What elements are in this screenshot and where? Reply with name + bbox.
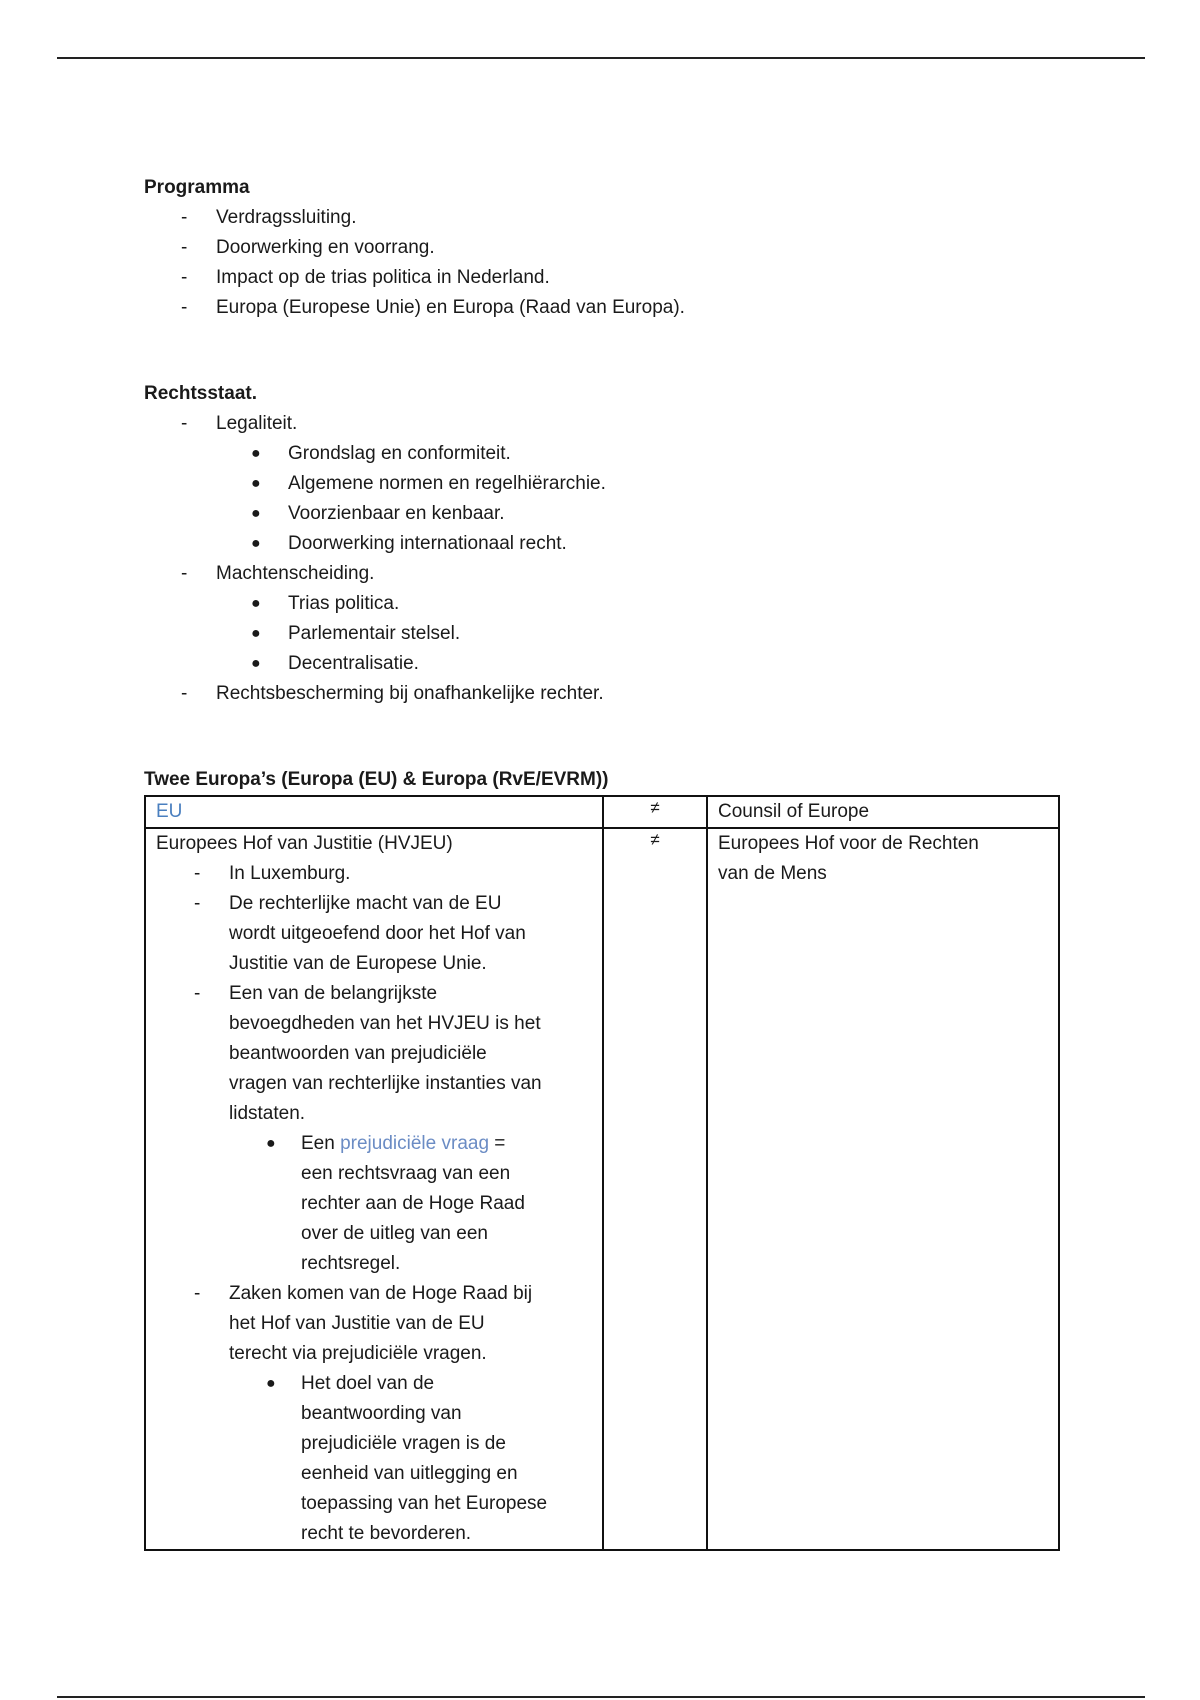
list-item [144, 559, 375, 589]
dash-marker: - [194, 983, 201, 1004]
sub-list-item [144, 619, 461, 649]
footer-rule [57, 1696, 1145, 1698]
list-item-text: een rechtsvraag van een [301, 1163, 511, 1184]
header-eu: EU [156, 801, 183, 822]
bullet-marker: ● [251, 655, 261, 672]
list-item-continuation [156, 1249, 594, 1279]
sub-list-item [144, 649, 419, 679]
rechtsstaat-section [144, 379, 606, 709]
suffix-text: = [489, 1133, 506, 1154]
sub-list-item [156, 1429, 594, 1459]
sub-list-item [156, 1399, 594, 1429]
list-item-text: Het doel van de [301, 1373, 435, 1394]
list-item [156, 1039, 594, 1069]
list-item-text: rechter aan de Hoge Raad [301, 1193, 525, 1214]
bullet-marker: ● [251, 625, 261, 642]
sub-list-item [144, 499, 505, 529]
cell-title [156, 829, 594, 859]
list-item-text: Doorwerking en voorrang. [216, 237, 435, 258]
sub-list-item [156, 1459, 594, 1489]
sub-list-item [144, 529, 567, 559]
list-item [156, 1309, 594, 1339]
list-item-text: eenheid van uitlegging en [301, 1463, 518, 1484]
list-item-text: Europees Hof van Justitie (HVJEU) [156, 833, 453, 854]
list-item-text: Impact op de trias politica in Nederland. [216, 267, 550, 288]
list-item-text: Legaliteit. [216, 413, 298, 434]
list-item-text: over de uitleg van een [301, 1223, 488, 1244]
dash-marker: - [181, 683, 188, 704]
list-item-text: In Luxemburg. [229, 863, 351, 884]
echr-cell [708, 829, 1058, 889]
bullet-marker: ● [251, 475, 261, 492]
list-item-text: Grondslag en conformiteit. [288, 443, 511, 464]
dash-marker: - [194, 863, 201, 884]
list-item-text: Verdragssluiting. [216, 207, 357, 228]
table-header-row [145, 796, 1059, 828]
list-item [144, 263, 550, 293]
list-item-text: recht te bevorderen. [301, 1523, 472, 1544]
list-item-text: Een van de belangrijkste [229, 983, 438, 1004]
bullet-marker: ● [266, 1135, 276, 1152]
list-item-text: lidstaten. [229, 1103, 306, 1124]
list-item-text: toepassing van het Europese [301, 1493, 548, 1514]
not-equal-sign: ≠ [650, 830, 660, 849]
list-item [156, 949, 594, 979]
list-item [144, 293, 685, 323]
list-item [156, 859, 594, 889]
list-item [144, 203, 357, 233]
bullet-marker: ● [251, 445, 261, 462]
list-item-text: Trias politica. [288, 593, 400, 614]
list-item-text: Machtenscheiding. [216, 563, 375, 584]
dash-marker: - [181, 297, 188, 318]
sub-list-item [156, 1369, 594, 1399]
programma-section [144, 173, 685, 323]
dash-marker: - [181, 267, 188, 288]
dash-marker: - [181, 563, 188, 584]
list-item-text: De rechterlijke macht van de EU [229, 893, 502, 914]
comparison-table [144, 795, 1060, 1551]
list-item-text: bevoegdheden van het HVJEU is het [229, 1013, 541, 1034]
table-body-row [145, 828, 1059, 1550]
sub-list-item [144, 469, 606, 499]
dash-marker: - [181, 413, 188, 434]
list-item-text: Doorwerking internationaal recht. [288, 533, 567, 554]
dash-marker: - [194, 1283, 201, 1304]
list-item [156, 1069, 594, 1099]
list-item-text: Parlementair stelsel. [288, 623, 461, 644]
header-rule [57, 57, 1145, 59]
list-item-text: beantwoording van [301, 1403, 462, 1424]
list-item [156, 889, 594, 919]
sub-list-item [144, 439, 511, 469]
list-item [156, 1339, 594, 1369]
table-title: Twee Europa’s (Europa (EU) & Europa (RvE/EVRM)) [144, 769, 609, 790]
bullet-marker: ● [251, 595, 261, 612]
eu-cell [146, 829, 602, 1549]
programma-heading: Programma [144, 177, 250, 198]
list-item-text: Decentralisatie. [288, 653, 419, 674]
bullet-marker: ● [251, 535, 261, 552]
sub-list-item [144, 589, 400, 619]
rechtsstaat-heading: Rechtsstaat. [144, 383, 257, 404]
list-item-continuation [156, 1189, 594, 1219]
list-item-text: Algemene normen en regelhiërarchie. [288, 473, 606, 494]
list-item-text: Rechtsbescherming bij onafhankelijke rechter. [216, 683, 604, 704]
not-equal-sign: ≠ [650, 798, 660, 817]
list-item-text: terecht via prejudiciële vragen. [229, 1343, 487, 1364]
list-item-text: Voorzienbaar en kenbaar. [288, 503, 505, 524]
bullet-marker: ● [251, 505, 261, 522]
list-item [156, 919, 594, 949]
bullet-marker: ● [266, 1375, 276, 1392]
list-item-text: rechtsregel. [301, 1253, 401, 1274]
prefix-text: Een [301, 1133, 341, 1154]
list-item-continuation [156, 1159, 594, 1189]
header-council-of-europe: Counsil of Europe [718, 801, 870, 822]
list-item-text: Europees Hof voor de Rechten [718, 833, 979, 854]
list-item [156, 1279, 594, 1309]
list-item [144, 409, 298, 439]
cell-text [718, 859, 1050, 889]
list-item-text: van de Mens [718, 863, 827, 884]
dash-marker: - [194, 893, 201, 914]
list-item-text [301, 1129, 505, 1159]
list-item [144, 679, 604, 709]
dash-marker: - [181, 237, 188, 258]
list-item-text: wordt uitgeoefend door het Hof van [229, 923, 526, 944]
dash-marker: - [181, 207, 188, 228]
list-item [156, 1099, 594, 1129]
list-item-continuation [156, 1219, 594, 1249]
list-item-text: Zaken komen van de Hoge Raad bij [229, 1283, 533, 1304]
list-item [144, 233, 435, 263]
list-item [156, 1009, 594, 1039]
list-item-text: Justitie van de Europese Unie. [229, 953, 487, 974]
list-item-text: Europa (Europese Unie) en Europa (Raad van Europa). [216, 297, 685, 318]
cell-text [718, 829, 1050, 859]
list-item-text: prejudiciële vragen is de [301, 1433, 506, 1454]
list-item-text: beantwoorden van prejudiciële [229, 1043, 487, 1064]
list-item [156, 979, 594, 1009]
list-item-text: het Hof van Justitie van de EU [229, 1313, 485, 1334]
sub-list-item [156, 1129, 594, 1159]
sub-list-item [156, 1489, 594, 1519]
list-item-text: vragen van rechterlijke instanties van [229, 1073, 542, 1094]
term-prejudiciele-vraag: prejudiciële vraag [340, 1133, 490, 1154]
sub-list-item [156, 1519, 594, 1549]
